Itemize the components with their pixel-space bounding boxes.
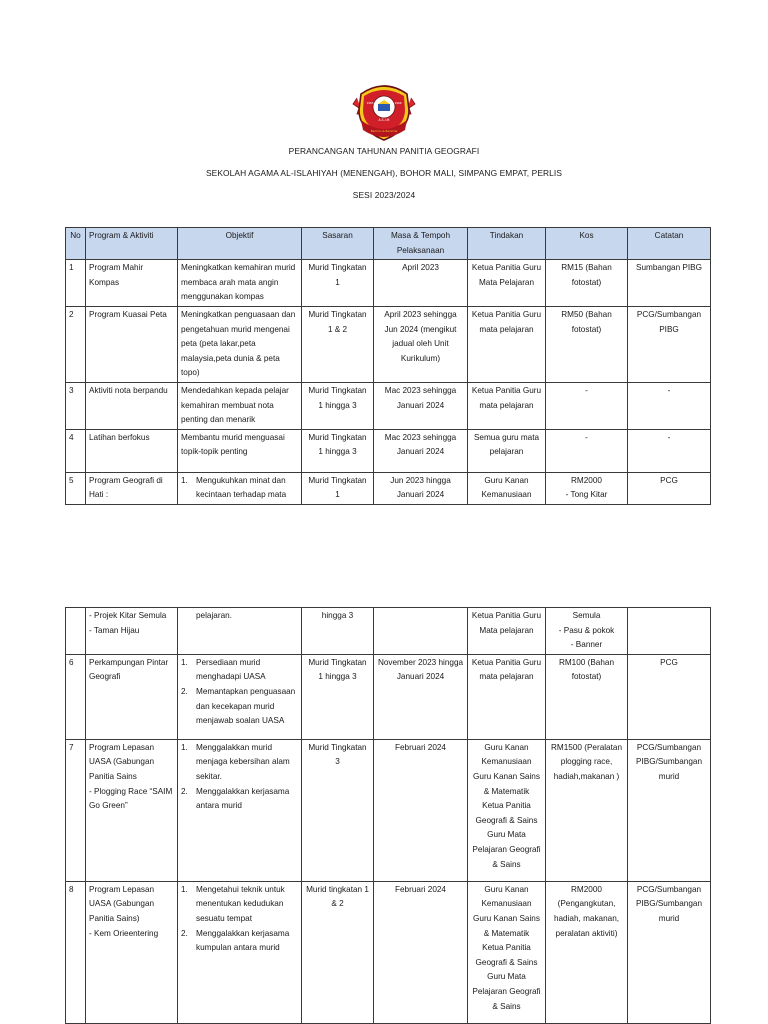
cell-sasaran: Murid Tingkatan 3 [302,739,374,881]
cell-no: 6 [66,654,86,739]
table-row [66,260,711,307]
cell-masa: April 2023 sehingga Jun 2024 (mengikut jadual oleh Unit Kurikulum) [374,306,468,382]
cell-program: Latihan berfokus [86,429,178,472]
table-row [66,382,711,429]
cell-kos: - [546,429,628,472]
cell-masa: April 2023 [374,260,468,307]
cell-objektif: Meningkatkan penguasaan dan pengetahuan murid mengenai peta (peta lakar,peta malaysia,peta dunia & peta topo) [178,306,302,382]
school-logo [351,80,417,142]
col-tindakan: Tindakan [468,228,546,260]
svg-text:Berilmu & Beramal: Berilmu & Beramal [370,129,398,133]
session: SESI 2023/2024 [352,190,416,200]
cell-tindakan: Ketua Panitia Guru mata pelajaran [468,306,546,382]
table-row [66,881,711,1023]
cell-no: 7 [66,739,86,881]
cell-sasaran: Murid Tingkatan 1 & 2 [302,306,374,382]
cell-sasaran: Murid Tingkatan 1 hingga 3 [302,382,374,429]
table-row-continued [66,608,711,655]
cell-no [66,608,86,655]
cell-kos: RM50 (Bahan fotostat) [546,306,628,382]
cell-kos: RM15 (Bahan fotostat) [546,260,628,307]
cell-no: 4 [66,429,86,472]
cell-kos: RM2000 - Tong Kitar [546,472,628,504]
cell-program: Perkampungan Pintar Geografi [86,654,178,739]
col-no: No [66,228,86,260]
svg-text:1965: 1965 [366,101,374,105]
cell-tindakan: Guru Kanan Kemanusiaan Guru Kanan Sains & Matematik Ketua Panitia Geografi & Sains Guru Mata Pelajaran Geografi & Sains [468,881,546,1023]
cell-no: 5 [66,472,86,504]
cell-sasaran: Murid Tingkatan 1 hingga 3 [302,654,374,739]
plan-table-page-1 [65,227,711,505]
cell-masa: Mac 2023 sehingga Januari 2024 [374,382,468,429]
table-header-row [66,228,711,260]
cell-kos: RM1500 (Peralatan plogging race, hadiah,makanan ) [546,739,628,881]
cell-sasaran: Murid Tingkatan 1 [302,260,374,307]
cell-catatan: PCG/Sumbangan PIBG/Sumbangan murid [628,739,711,881]
document-title: PERANCANGAN TAHUNAN PANITIA GEOGRAFI [288,146,480,156]
cell-kos: Semula - Pasu & pokok - Banner [546,608,628,655]
cell-sasaran: Murid Tingkatan 1 hingga 3 [302,429,374,472]
cell-objektif: 1. Persediaan murid menghadapi UASA 2. Memantapkan penguasaan dan kecekapan murid menjawab soalan UASA [178,654,302,739]
col-program: Program & Aktiviti [86,228,178,260]
cell-catatan: PCG/Sumbangan PIBG [628,306,711,382]
cell-program: Program Lepasan UASA (Gabungan Panitia Sains) - Kem Orieentering [86,881,178,1023]
cell-objektif: 1. Mengukuhkan minat dan kecintaan terhadap mata [178,472,302,504]
cell-objektif: pelajaran. [178,608,302,655]
cell-catatan: PCG [628,654,711,739]
cell-objektif: Mendedahkan kepada pelajar kemahiran membuat nota penting dan menarik [178,382,302,429]
cell-program: Program Mahir Kompas [86,260,178,307]
svg-text:A.S.I.M: A.S.I.M [378,118,390,122]
cell-sasaran: Murid tingkatan 1 & 2 [302,881,374,1023]
cell-masa: Februari 2024 [374,739,468,881]
cell-masa: Mac 2023 sehingga Januari 2024 [374,429,468,472]
cell-no: 1 [66,260,86,307]
col-sasaran: Sasaran [302,228,374,260]
cell-catatan: PCG [628,472,711,504]
cell-objektif: Membantu murid menguasai topik-topik penting [178,429,302,472]
cell-objektif: 1. Mengetahui teknik untuk menentukan kedudukan sesuatu tempat 2. Menggalakkan kerjasama kumpulan antara murid [178,881,302,1023]
school-name: SEKOLAH AGAMA AL-ISLAHIYAH (MENENGAH), BOHOR MALI, SIMPANG EMPAT, PERLIS [205,168,563,178]
plan-table-page-2 [65,607,711,1024]
cell-tindakan: Ketua Panitia Guru mata pelajaran [468,382,546,429]
cell-catatan [628,608,711,655]
cell-tindakan: Ketua Panitia Guru Mata pelajaran [468,608,546,655]
cell-catatan: Sumbangan PIBG [628,260,711,307]
cell-tindakan: Guru Kanan Kemanusiaan Guru Kanan Sains & Matematik Ketua Panitia Geografi & Sains Guru Mata Pelajaran Geografi & Sains [468,739,546,881]
cell-program: Program Geografi di Hati : [86,472,178,504]
cell-kos: - [546,382,628,429]
cell-program: Aktiviti nota berpandu [86,382,178,429]
cell-program: Program Kuasai Peta [86,306,178,382]
table-row [66,429,711,472]
col-kos: Kos [546,228,628,260]
table-row [66,306,711,382]
cell-program: Program Lepasan UASA (Gabungan Panitia Sains - Plogging Race “SAIM Go Green” [86,739,178,881]
cell-no: 8 [66,881,86,1023]
cell-catatan: - [628,429,711,472]
cell-sasaran: Murid Tingkatan 1 [302,472,374,504]
cell-catatan: PCG/Sumbangan PIBG/Sumbangan murid [628,881,711,1023]
cell-tindakan: Guru Kanan Kemanusiaan [468,472,546,504]
cell-masa: Februari 2024 [374,881,468,1023]
cell-catatan: - [628,382,711,429]
cell-no: 2 [66,306,86,382]
table-row [66,739,711,881]
cell-no: 3 [66,382,86,429]
cell-masa: Jun 2023 hingga Januari 2024 [374,472,468,504]
cell-kos: RM2000 (Pengangkutan, hadiah, makanan, peralatan aktiviti) [546,881,628,1023]
svg-text:1966: 1966 [394,101,402,105]
col-masa: Masa & Tempoh Pelaksanaan [374,228,468,260]
table-row [66,472,711,504]
cell-masa [374,608,468,655]
col-catatan: Catatan [628,228,711,260]
cell-program: - Projek Kitar Semula - Taman Hijau [86,608,178,655]
cell-kos: RM100 (Bahan fotostat) [546,654,628,739]
table-row [66,654,711,739]
col-objektif: Objektif [178,228,302,260]
cell-tindakan: Ketua Panitia Guru mata pelajaran [468,654,546,739]
cell-objektif: 1. Menggalakkan murid menjaga kebersihan alam sekitar. 2. Menggalakkan kerjasama antara murid [178,739,302,881]
cell-tindakan: Semua guru mata pelajaran [468,429,546,472]
cell-masa: November 2023 hingga Januari 2024 [374,654,468,739]
cell-objektif: Meningkatkan kemahiran murid membaca arah mata angin menggunakan kompas [178,260,302,307]
cell-sasaran: hingga 3 [302,608,374,655]
cell-tindakan: Ketua Panitia Guru Mata Pelajaran [468,260,546,307]
